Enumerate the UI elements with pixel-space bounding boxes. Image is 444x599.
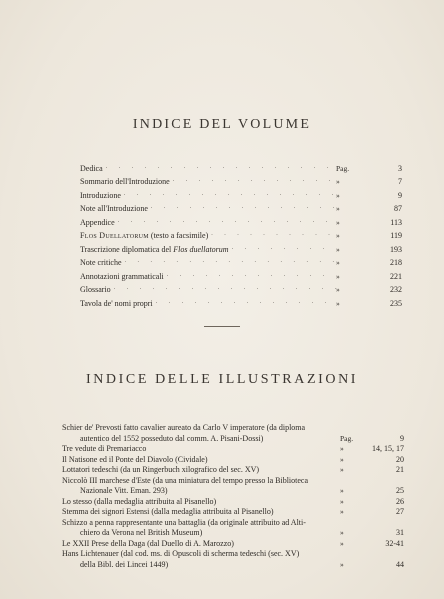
toc-row [80, 282, 402, 296]
entry-text: Schier de' Prevosti fatto cavalier aureato da Carlo V imperatore (da diploma [62, 423, 306, 432]
leader-dots [124, 189, 336, 201]
entry-text: Niccolò III marchese d'Este (da una miniatura del tempo presso la Biblioteca [62, 475, 309, 485]
leader-dots [118, 216, 336, 228]
toc-row [80, 241, 402, 255]
ditto-mark: » [336, 258, 340, 267]
illustration-entry [62, 497, 404, 508]
entry-text: Le XXII Prese della Daga (dal Duello di A. Marozzo) [62, 538, 234, 548]
entry-line [62, 549, 404, 560]
entry-line [62, 476, 404, 487]
page-abbr: Pag. [340, 433, 354, 443]
ditto-mark: » [336, 204, 340, 213]
toc-title-smallcaps: Flos Duellatorum [80, 231, 149, 240]
toc-page-number: 87 [394, 204, 402, 213]
ditto-mark: » [340, 444, 344, 453]
toc-row [80, 228, 402, 242]
leader-dots [167, 270, 336, 282]
toc-row [80, 160, 402, 174]
entry-text: della Bibl. dei Lincei 1449) [80, 559, 169, 569]
entry-line [62, 560, 404, 571]
entry-page: 25 [396, 486, 404, 495]
entry-page: 32-41 [385, 538, 404, 548]
toc-entry-title: Sommario dell'Introduzione [80, 177, 170, 186]
entry-text: autentico del 1552 posseduto dal comm. A. Pisani-Dossi) [80, 433, 264, 443]
entry-page: 27 [396, 507, 404, 516]
leader-dots [151, 202, 336, 214]
entry-text: Schizzo a penna rappresentante una battaglia (da originale attribuito ad Alti- [62, 517, 306, 527]
illustration-entry [62, 549, 404, 570]
toc-page-number: 9 [398, 190, 402, 200]
toc-entry-title [80, 244, 232, 255]
entry-line [62, 518, 404, 529]
entry-page: 31 [396, 528, 404, 537]
toc-entry-title: Tavola de' nomi propri [80, 298, 153, 308]
entry-text: Tre vedute di Premariacco [62, 444, 147, 453]
ditto-mark: » [336, 298, 340, 308]
illustration-entry [62, 455, 404, 466]
entry-line [62, 444, 404, 455]
ditto-mark: » [336, 244, 340, 254]
toc-page-number: 232 [390, 285, 402, 294]
toc-title-rest: (testo a facsimile) [148, 231, 209, 240]
ditto-mark: » [340, 538, 344, 548]
toc-row [80, 214, 402, 228]
illustration-entry [62, 423, 404, 444]
leader-dots [114, 283, 336, 295]
entry-line [62, 507, 404, 518]
entry-text: Lottatori tedeschi (da un Ringerbuch xilografico del sec. XV) [62, 465, 260, 474]
page-abbr: Pag. [336, 163, 350, 173]
toc-entry-title: Dedica [80, 163, 103, 173]
entry-text: chiero da Verona nel British Museum) [80, 528, 203, 537]
leader-dots [156, 297, 336, 309]
illustration-entry [62, 518, 404, 539]
entry-text: Nazionale Vitt. Eman. 293) [80, 486, 168, 495]
toc-row [80, 268, 402, 282]
entry-line [62, 486, 404, 497]
leader-dots [173, 175, 336, 187]
ditto-mark: » [340, 454, 344, 464]
entry-page: 9 [400, 433, 404, 443]
entry-page: 21 [396, 465, 404, 474]
entry-page: 14, 15, 17 [372, 444, 404, 453]
entry-line [62, 497, 404, 508]
toc-row [80, 174, 402, 188]
ditto-mark: » [336, 217, 340, 227]
table-of-contents [80, 160, 402, 309]
entry-line [62, 528, 404, 539]
toc-page-number: 3 [398, 163, 402, 173]
ditto-mark: » [340, 465, 344, 474]
toc-entry-title [80, 230, 211, 241]
entry-page: 26 [396, 496, 404, 506]
leader-dots [232, 243, 336, 255]
toc-page-number: 113 [390, 217, 402, 227]
entry-line [62, 434, 404, 445]
section-divider [204, 326, 240, 327]
entry-text: Il Natisone ed il Ponte del Diavolo (Cividale) [62, 454, 208, 464]
ditto-mark: » [336, 285, 340, 294]
leader-dots [106, 162, 336, 174]
toc-entry-title: Glossario [80, 285, 111, 294]
toc-row [80, 295, 402, 309]
illustration-entry [62, 444, 404, 455]
toc-row [80, 187, 402, 201]
toc-page-number: 218 [390, 258, 402, 267]
entry-text: Stemma dei signori Estensi (dalla medaglia attribuita al Pisanello) [62, 507, 274, 516]
toc-page-number: 221 [390, 271, 402, 281]
entry-line [62, 423, 404, 434]
ditto-mark: » [340, 496, 344, 506]
illustration-entry [62, 539, 404, 550]
toc-entry-title: Introduzione [80, 190, 121, 200]
entry-line [62, 465, 404, 476]
illustration-entry [62, 507, 404, 518]
toc-page-number: 7 [398, 177, 402, 186]
ditto-mark: » [340, 486, 344, 495]
toc-entry-title: Annotazioni grammaticali [80, 271, 164, 281]
ditto-mark: » [340, 507, 344, 516]
entry-line [62, 455, 404, 466]
illustration-entry [62, 476, 404, 497]
illustrations-list [62, 423, 404, 570]
ditto-mark: » [336, 177, 340, 186]
ditto-mark: » [336, 190, 340, 200]
toc-entry-title: Appendice [80, 217, 115, 227]
toc-entry-title: Note all'Introduzione [80, 204, 148, 213]
toc-row [80, 255, 402, 269]
entry-page: 20 [396, 454, 404, 464]
toc-page-number: 119 [390, 231, 402, 240]
toc-title-italic: Flos duellatorum [173, 244, 229, 254]
toc-page-number: 193 [390, 244, 402, 254]
ditto-mark: » [340, 528, 344, 537]
entry-page: 44 [396, 559, 404, 569]
entry-text: Lo stesso (dalla medaglia attribuita al Pisanello) [62, 496, 217, 506]
illustration-entry [62, 465, 404, 476]
entry-line [62, 539, 404, 550]
illustrations-index-title: INDICE DELLE ILLUSTRAZIONI [85, 372, 359, 387]
toc-page-number: 235 [390, 298, 402, 308]
toc-entry-title: Note critiche [80, 258, 122, 267]
volume-index-title: INDICE DEL VOLUME [132, 117, 312, 132]
entry-text: Hans Lichtenauer (dal cod. ms. di Opuscoli di scherma tedeschi (sec. XV) [62, 549, 300, 558]
toc-row [80, 201, 402, 215]
leader-dots [125, 256, 336, 268]
ditto-mark: » [336, 271, 340, 281]
toc-title-rest: Trascrizione diplomatica del [80, 244, 174, 254]
ditto-mark: » [336, 231, 340, 240]
leader-dots [211, 229, 336, 241]
ditto-mark: » [340, 559, 344, 569]
